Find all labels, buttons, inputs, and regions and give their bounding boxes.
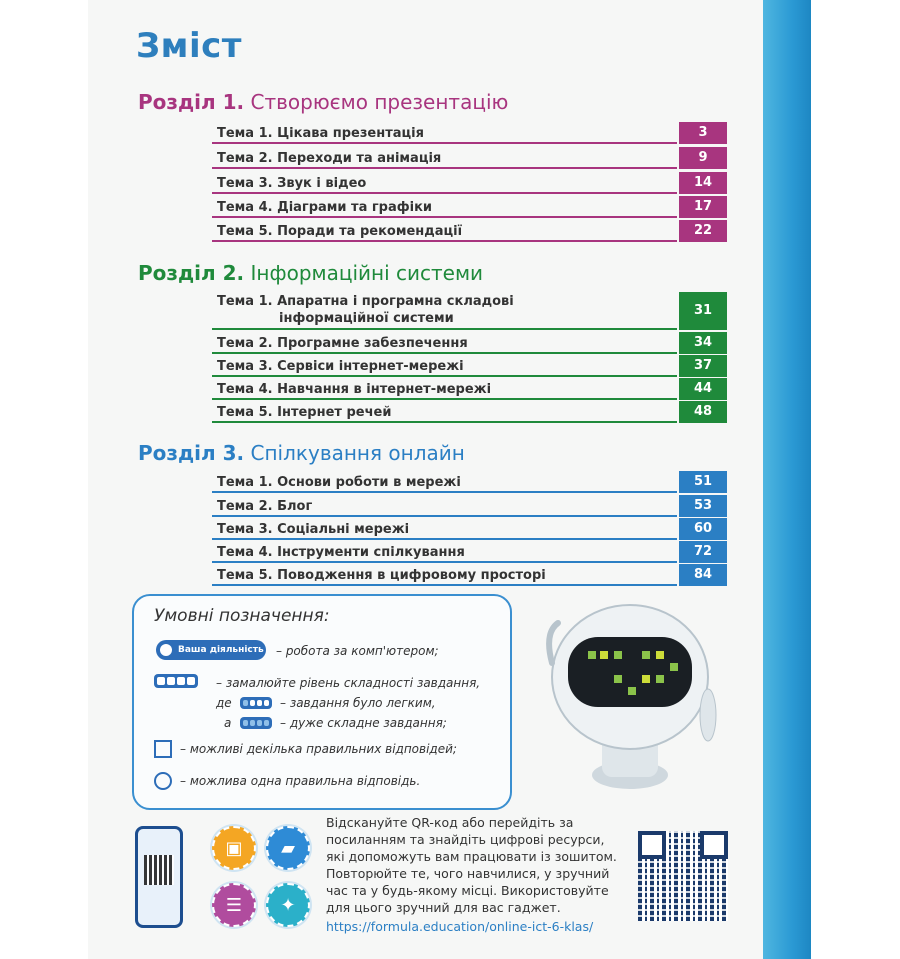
topic-label: Тема 5. Поради та рекомендації [217,224,463,239]
legend-title: Умовні позначення: [154,606,330,626]
legend-easy: – завдання було легким, [280,696,436,710]
topic-label: Тема 2. Програмне забезпечення [217,336,468,351]
page-number: 22 [679,220,727,242]
topic-label: Тема 5. Інтернет речей [217,405,392,420]
legend-box [132,594,512,810]
topic-label: Тема 4. Навчання в інтернет-мережі [217,382,492,397]
section-2-name: Інформаційні системи [250,261,484,285]
toc-row[interactable] [212,194,727,218]
legend-easy-prefix: де [216,696,232,710]
section-3-number: Розділ 3. [138,441,245,465]
toc-row[interactable] [212,145,727,169]
activity-button-sample: Ваша діяльність [156,640,266,660]
toc-row[interactable] [212,218,727,242]
page-number: 84 [679,564,727,586]
qr-code-icon[interactable] [638,831,728,921]
topic-label: Тема 1. Апаратна і програмна складові інформаційної системи [217,294,514,326]
document-icon: ☰ [212,883,256,927]
robot-illustration [530,585,730,795]
legend-difficulty: – замалюйте рівень складності завдання, [216,676,481,690]
topic-label: Тема 1. Основи роботи в мережі [217,475,461,490]
toc-row[interactable] [212,120,727,144]
resources-info-text: Відскануйте QR-код або перейдіть за посиланням та знайдіть цифрові ресурси, які допоможуть вам працювати із зошитом. Повторюйте те, чого навчилися, у зручний час та у будь-якому місці. Використовуйте для цього зручний для вас гаджет. [326,815,617,915]
checkbox-icon [154,740,172,758]
topic-label: Тема 1. Цікава презентація [217,126,424,141]
legend-computer-work: – робота за комп'ютером; [276,644,439,658]
topic-label: Тема 2. Переходи та анімація [217,151,442,166]
toc-row[interactable] [212,353,727,377]
page-number: 31 [679,292,727,330]
toc-row[interactable] [212,376,727,400]
page-number: 72 [679,541,727,563]
hard-level-icon [240,717,272,729]
toc-row[interactable] [212,562,727,586]
page-number: 34 [679,332,727,354]
computer-icon: ▣ [212,826,256,870]
topic-label: Тема 3. Сервіси інтернет-мережі [217,359,464,374]
page-number: 51 [679,471,727,493]
radio-icon [154,772,172,790]
topic-label: Тема 2. Блог [217,499,313,514]
toc-row[interactable] [212,170,727,194]
section-1-number: Розділ 1. [138,90,245,114]
difficulty-scale-icon [154,674,198,688]
page-number: 37 [679,355,727,377]
easy-level-icon [240,697,272,709]
page-number: 48 [679,401,727,423]
legend-multiple-answers: – можливі декілька правильних відповідей; [180,742,457,756]
section-3-name: Спілкування онлайн [250,441,465,465]
toc-row[interactable] [212,539,727,563]
toc-row[interactable] [212,399,727,423]
topic-label: Тема 4. Діаграми та графіки [217,200,433,215]
section-2-heading [138,261,483,285]
resources-link[interactable]: https://formula.education/online-ict-6-klas/ [326,919,594,934]
toc-row[interactable] [212,469,727,493]
phone-qr-icon [135,826,183,928]
page-number: 17 [679,196,727,218]
topic-label: Тема 3. Звук і відео [217,176,367,191]
section-2-number: Розділ 2. [138,261,245,285]
page-number: 14 [679,172,727,194]
page-number: 3 [679,122,727,144]
topic-label: Тема 5. Поводження в цифровому просторі [217,568,546,583]
topic-label: Тема 3. Соціальні мережі [217,522,410,537]
toc-row[interactable] [212,330,727,354]
lightbulb-icon: ✦ [266,883,310,927]
topic-label: Тема 4. Інструменти спілкування [217,545,465,560]
section-1-name: Створюємо презентацію [250,90,509,114]
section-1-heading [138,90,508,114]
page-title: Зміст [136,26,242,66]
toc-row[interactable] [212,290,727,330]
folder-icon: ▰ [266,826,310,870]
toc-row[interactable] [212,516,727,540]
toc-row[interactable] [212,493,727,517]
legend-hard: – дуже складне завдання; [280,716,447,730]
legend-single-answer: – можлива одна правильна відповідь. [180,774,421,788]
section-3-heading [138,441,465,465]
page-number: 53 [679,495,727,517]
book-spine [763,0,811,959]
page-number: 60 [679,518,727,540]
page-number: 9 [679,147,727,169]
legend-hard-prefix: а [224,716,232,730]
page-number: 44 [679,378,727,400]
